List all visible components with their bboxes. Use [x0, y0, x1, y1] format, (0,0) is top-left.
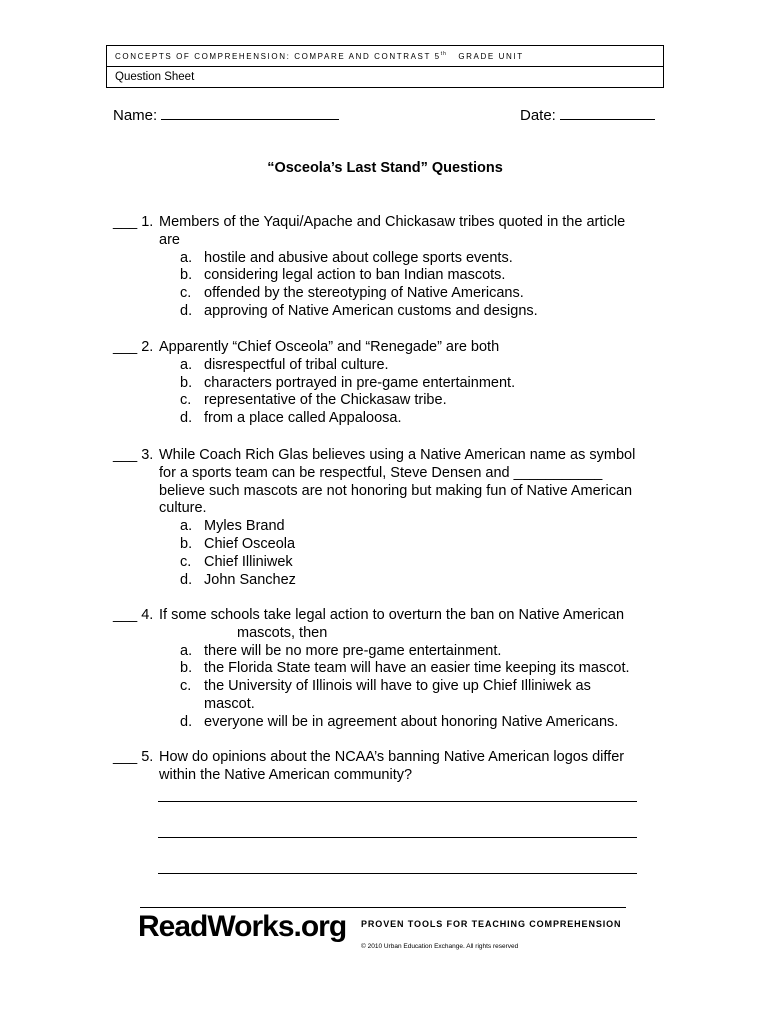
- question-text: mascots, then: [237, 624, 328, 641]
- option-text: Chief Osceola: [204, 536, 296, 552]
- option-text: from a place called Appaloosa.: [204, 410, 402, 427]
- option-letter: d.: [180, 713, 193, 730]
- option-letter: b.: [180, 267, 193, 284]
- option-letter: b.: [180, 536, 193, 552]
- question-text: are: [159, 231, 180, 248]
- option-letter: c.: [180, 392, 192, 409]
- page-title: “Osceola’s Last Stand” Questions: [267, 160, 503, 176]
- question-text: Members of the Yaqui/Apache and Chickasaw tribes quoted in the article: [159, 214, 626, 230]
- option-letter: b.: [180, 374, 193, 391]
- option-text: Chief Illiniwek: [204, 553, 293, 570]
- option-letter: d.: [180, 410, 193, 427]
- question-text: believe such mascots are not honoring but making fun of Native American: [159, 482, 633, 499]
- option-letter: c.: [180, 285, 192, 302]
- option-text: hostile and abusive about college sports events.: [204, 249, 513, 266]
- option-text: considering legal action to ban Indian mascots.: [204, 267, 506, 284]
- question-text: for a sports team can be respectful, Steve Densen and ___________: [159, 464, 603, 481]
- unit-line-sup: th: [440, 51, 447, 57]
- option-text: mascot.: [204, 696, 255, 712]
- question-number[interactable]: ___ 2.: [113, 339, 154, 355]
- sheet-label: Question Sheet: [115, 71, 195, 83]
- name-label: Name:: [113, 107, 158, 124]
- name-blank[interactable]: [161, 118, 339, 120]
- option-letter: d.: [180, 303, 193, 319]
- footer-tagline: PROVEN TOOLS FOR TEACHING COMPREHENSION: [361, 919, 622, 929]
- footer-divider: [140, 907, 626, 908]
- option-letter: b.: [180, 660, 193, 677]
- question-number[interactable]: ___ 4.: [113, 607, 154, 623]
- question-number[interactable]: ___ 5.: [113, 749, 154, 765]
- answer-line[interactable]: [158, 801, 637, 802]
- question-text: Apparently “Chief Osceola” and “Renegade” are both: [159, 339, 500, 355]
- name-field[interactable]: [113, 107, 339, 124]
- date-field[interactable]: [520, 107, 655, 124]
- option-text: disrespectful of tribal culture.: [204, 356, 389, 373]
- option-text: Myles Brand: [204, 518, 285, 535]
- date-label: Date:: [520, 107, 556, 124]
- date-blank[interactable]: [560, 118, 655, 120]
- readworks-logo: ReadWorks.org: [138, 910, 347, 943]
- question-text: culture.: [159, 500, 207, 517]
- question-number[interactable]: ___ 1.: [113, 214, 154, 230]
- unit-line-prefix: CONCEPTS OF COMPREHENSION: COMPARE AND CONTRAST 5: [115, 52, 441, 61]
- option-text: offended by the stereotyping of Native Americans.: [204, 285, 524, 302]
- option-letter: a.: [180, 518, 193, 535]
- question-text: within the Native American community?: [159, 766, 413, 783]
- option-letter: a.: [180, 642, 193, 659]
- option-letter: a.: [180, 356, 193, 373]
- question-number[interactable]: ___ 3.: [113, 447, 154, 463]
- option-letter: d.: [180, 571, 193, 588]
- answer-line[interactable]: [158, 837, 637, 838]
- header-box: [106, 45, 664, 88]
- option-text: everyone will be in agreement about honoring Native Americans.: [204, 713, 619, 730]
- option-text: approving of Native American customs and designs.: [204, 303, 538, 319]
- option-text: the Florida State team will have an easier time keeping its mascot.: [204, 660, 630, 677]
- option-letter: c.: [180, 678, 192, 695]
- option-letter: a.: [180, 249, 193, 266]
- option-text: characters portrayed in pre-game entertainment.: [204, 374, 516, 391]
- option-text: the University of Illinois will have to give up Chief Illiniwek as: [204, 678, 591, 695]
- question-text: If some schools take legal action to overturn the ban on Native American: [159, 607, 625, 623]
- unit-line-suffix: GRADE UNIT: [458, 52, 524, 61]
- footer-copyright: © 2010 Urban Education Exchange. All rights reserved: [361, 943, 519, 950]
- option-text: representative of the Chickasaw tribe.: [204, 392, 447, 409]
- option-text: there will be no more pre-game entertainment.: [204, 642, 502, 659]
- option-letter: c.: [180, 553, 192, 570]
- option-text: John Sanchez: [204, 571, 296, 588]
- unit-line: [107, 46, 663, 67]
- question-text: While Coach Rich Glas believes using a Native American name as symbol: [159, 447, 636, 463]
- answer-line[interactable]: [158, 873, 637, 874]
- question-text: How do opinions about the NCAA’s banning Native American logos differ: [159, 749, 625, 765]
